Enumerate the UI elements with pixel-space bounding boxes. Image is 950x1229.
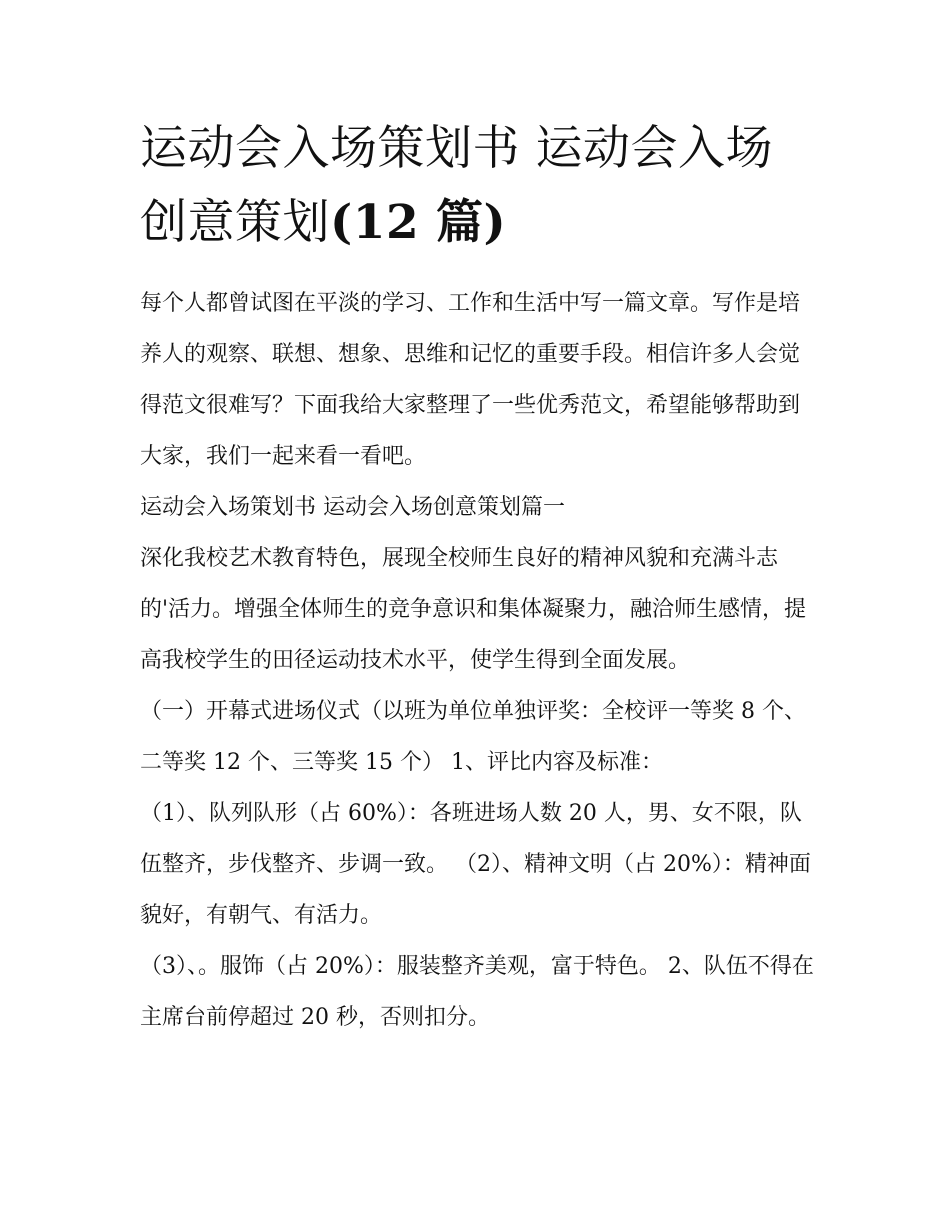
ceremony-paragraph: （一）开幕式进场仪式（以班为单位单独评奖：全校评一等奖 8 个、二等奖 12 个、三等奖 15 个） 1、评比内容及标准： [140,699,806,775]
section-heading: 运动会入场策划书 运动会入场创意策划篇一 [140,495,565,520]
document-body [140,278,816,1043]
document-title [140,112,820,260]
purpose-paragraph: 深化我校艺术教育特色，展现全校师生良好的精神风貌和充满斗志的'活力。增强全体师生的竞争意识和集体凝聚力，融洽师生感情，提高我校学生的田径运动技术水平，使学生得到全面发展。 [140,546,807,673]
intro-paragraph: 每个人都曾试图在平淡的学习、工作和生活中写一篇文章。写作是培养人的观察、联想、想象、思维和记忆的重要手段。相信许多人会觉得范文很难写？下面我给大家整理了一些优秀范文，希望能够帮助到大家，我们一起来看一看吧。 [140,291,801,469]
attire-paragraph: （3）、。服饰（占 20%）：服装整齐美观，富于特色。 2、队伍不得在主席台前停超过 20 秒，否则扣分。 [140,954,814,1030]
criteria-paragraph: （1）、队列队形（占 60%）：各班进场人数 20 人，男、女不限，队伍整齐，步伐整齐、步调一致。 （2）、精神文明（占 20%）：精神面貌好，有朝气、有活力。 [140,801,811,928]
title-count: (12 篇) [330,195,507,250]
title-text: 运动会入场策划书 运动会入场创意策划 [140,121,773,250]
